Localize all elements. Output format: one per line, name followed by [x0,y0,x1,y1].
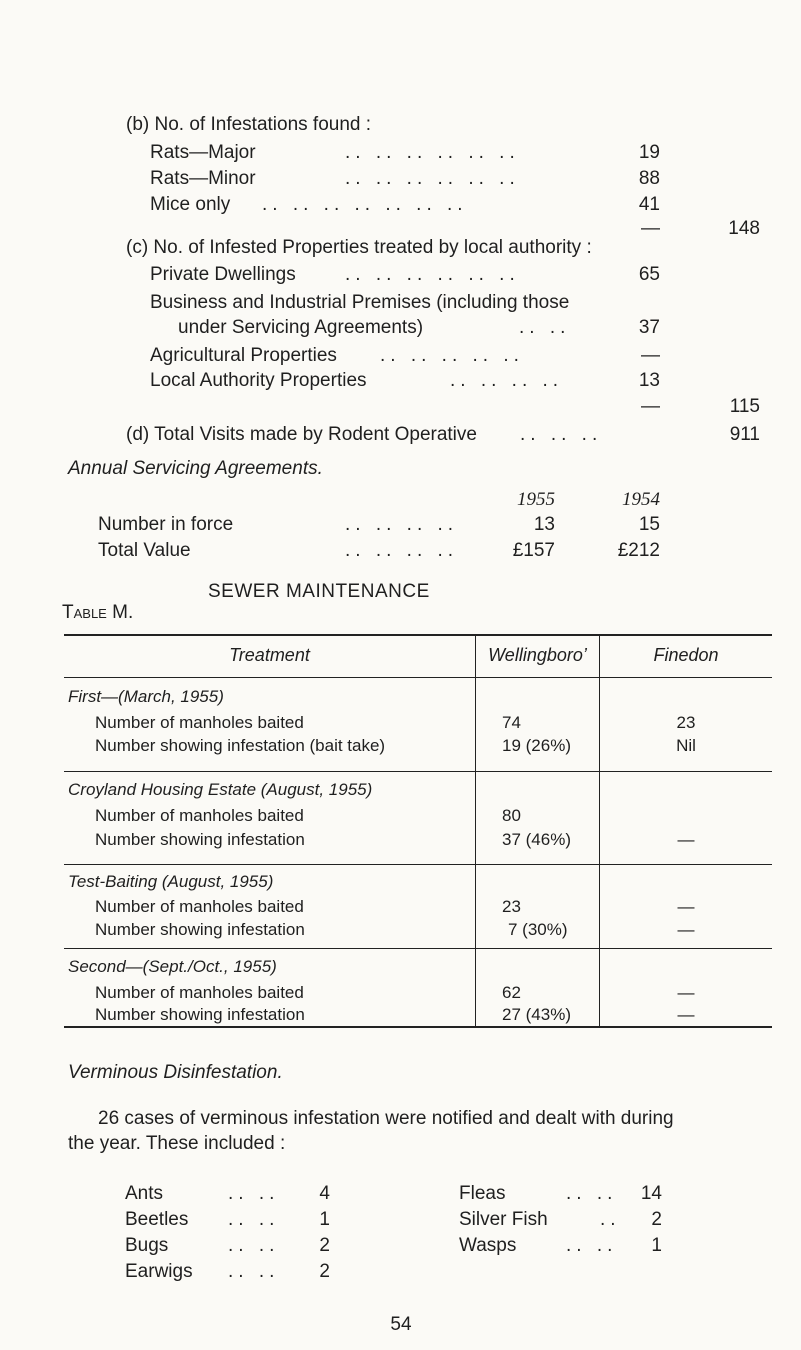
row-local-authority-leader: .. .. .. .. [450,370,564,391]
group-2-row-1-wellingboro: 80 [502,806,521,825]
section-c-total: 115 [729,396,760,417]
page-number: 54 [390,1314,412,1335]
agreements-year-1955: 1955 [517,489,555,510]
row-rats-major-value: 19 [638,142,660,163]
group-1-row-1-label: Number of manholes baited [95,713,304,732]
table-bottom-rule [64,1026,772,1028]
group-3-row-1-label: Number of manholes baited [95,897,304,916]
group-2-row-2-label: Number showing infestation [95,830,305,849]
row-rats-minor-leader: .. .. .. .. .. .. [345,168,520,189]
group-1-heading: First—(March, 1955) [68,687,224,706]
row-agricultural-label: Agricultural Properties [150,345,337,366]
agreements-value-leader: .. .. .. .. [345,540,459,561]
group-1-row-1-wellingboro: 74 [502,713,521,732]
group-4-row-1-label: Number of manholes baited [95,983,304,1002]
row-local-authority-label: Local Authority Properties [150,370,367,391]
pest-silver-fish-value: 2 [651,1209,662,1230]
group-2-row-1-label: Number of manholes baited [95,806,304,825]
agreements-value-1954: £212 [617,540,660,561]
agreements-year-1954: 1954 [622,489,660,510]
group-4-row-2-wellingboro: 27 (43%) [502,1005,571,1024]
section-c-dash: — [641,396,660,417]
pest-bugs-label: Bugs [125,1235,169,1256]
group-4-row-1-wellingboro: 62 [502,983,521,1002]
row-business-label-line2: under Servicing Agreements) [178,317,424,338]
group-3-row-1-finedon: — [677,897,695,916]
pest-fleas-value: 14 [640,1183,662,1204]
row-mice-only-value: 41 [638,194,660,215]
row-rats-minor-label: Rats—Minor [150,168,256,189]
row-mice-only-label: Mice only [150,194,231,215]
verminous-title: Verminous Disinfestation. [68,1062,283,1083]
group-3-row-2-wellingboro: 7 (30%) [508,920,568,939]
pest-fleas-leader: .. .. [566,1183,618,1204]
row-agricultural-leader: .. .. .. .. .. [380,345,524,366]
row-mice-only-leader: .. .. .. .. .. .. .. [262,194,468,215]
group-2-row-2-wellingboro: 37 (46%) [502,830,571,849]
agreements-value-label: Total Value [98,540,191,561]
section-d-value: 911 [729,424,760,445]
group-3-row-2-label: Number showing infestation [95,920,305,939]
section-d-label: (d) Total Visits made by Rodent Operative [126,424,477,445]
table-top-rule [64,634,772,636]
agreements-number-1954: 15 [638,514,660,535]
agreements-number-leader: .. .. .. .. [345,514,459,535]
header-treatment: Treatment [229,645,310,665]
group-1-row-2-wellingboro: 19 (26%) [502,736,571,755]
row-private-dwellings-label: Private Dwellings [150,264,296,285]
pest-wasps-label: Wasps [459,1235,517,1256]
pest-bugs-value: 2 [319,1235,330,1256]
verminous-paragraph-line1: 26 cases of verminous infestation were notified and dealt with during [98,1108,674,1129]
table-header-rule [64,677,772,678]
agreements-number-label: Number in force [98,514,234,535]
section-d-leader: .. .. .. [520,424,603,445]
table-group-rule-2 [64,864,772,865]
agreements-title: Annual Servicing Agreements. [68,458,323,479]
pest-earwigs-value: 2 [319,1261,330,1282]
group-3-row-2-finedon: — [677,920,695,939]
row-private-dwellings-leader: .. .. .. .. .. .. [345,264,520,285]
header-finedon: Finedon [653,645,719,665]
row-business-leader: .. .. [519,317,571,338]
row-local-authority-value: 13 [638,370,660,391]
pest-earwigs-leader: .. .. [228,1261,280,1282]
table-m-label: Table M. [62,602,134,623]
group-1-row-2-label: Number showing infestation (bait take) [95,736,386,755]
pest-silver-fish-label: Silver Fish [459,1209,548,1230]
sewer-title: SEWER MAINTENANCE [208,581,430,602]
section-b-heading: (b) No. of Infestations found : [126,114,372,135]
table-col-rule-1 [475,634,476,1027]
pest-ants-label: Ants [125,1183,164,1204]
row-rats-major-label: Rats—Major [150,142,256,163]
pest-ants-leader: .. .. [228,1183,280,1204]
group-1-row-2-finedon: Nil [676,736,696,755]
section-b-total: 148 [728,218,760,239]
row-business-label-line1: Business and Industrial Premises (including those [150,292,570,313]
row-private-dwellings-value: 65 [638,264,660,285]
group-3-heading: Test-Baiting (August, 1955) [68,872,274,891]
group-1-row-1-finedon: 23 [676,713,696,732]
group-2-row-2-finedon: — [677,830,695,849]
pest-wasps-value: 1 [651,1235,662,1256]
group-4-row-2-finedon: — [677,1005,695,1024]
section-c-heading: (c) No. of Infested Properties treated by local authority : [126,237,592,258]
pest-wasps-leader: .. .. [566,1235,618,1256]
verminous-paragraph-line2: the year. These included : [68,1133,286,1154]
pest-bugs-leader: .. .. [228,1235,280,1256]
row-business-value: 37 [638,317,660,338]
agreements-number-1955: 13 [533,514,555,535]
pest-earwigs-label: Earwigs [125,1261,193,1282]
pest-silver-fish-leader: .. [600,1209,621,1230]
group-4-heading: Second—(Sept./Oct., 1955) [68,957,277,976]
group-2-heading: Croyland Housing Estate (August, 1955) [68,780,373,799]
group-4-row-2-label: Number showing infestation [95,1005,305,1024]
header-wellingboro: Wellingboro’ [488,645,587,665]
row-rats-major-leader: .. .. .. .. .. .. [345,142,520,163]
row-rats-minor-value: 88 [638,168,660,189]
row-agricultural-value: — [641,345,660,366]
group-4-row-1-finedon: — [677,983,695,1002]
group-3-row-1-wellingboro: 23 [502,897,521,916]
table-group-rule-1 [64,771,772,772]
pest-fleas-label: Fleas [459,1183,506,1204]
section-b-dash: — [641,218,660,239]
pest-beetles-leader: .. .. [228,1209,280,1230]
pest-beetles-value: 1 [319,1209,330,1230]
table-group-rule-3 [64,948,772,949]
pest-ants-value: 4 [319,1183,330,1204]
agreements-value-1955: £157 [512,540,555,561]
pest-beetles-label: Beetles [125,1209,189,1230]
